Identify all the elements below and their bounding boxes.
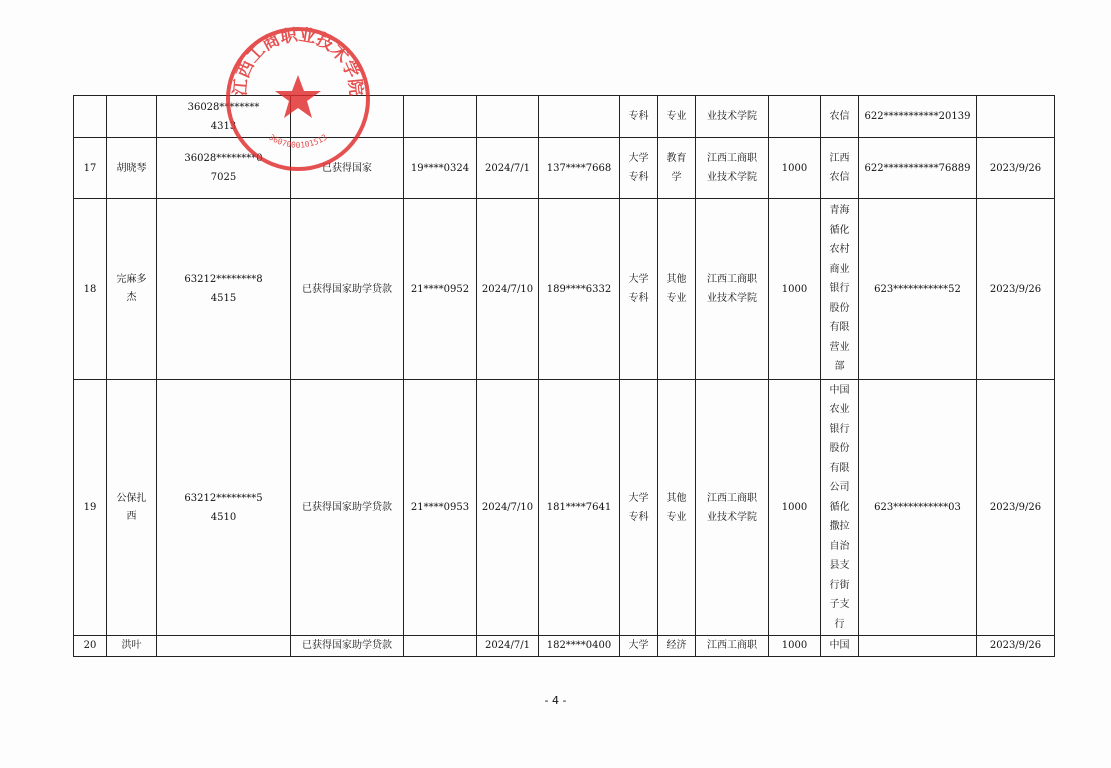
cell-id-number-line: 4515 [210,293,237,304]
cell-id-number-line: 36028********0 [184,153,263,164]
cell-phone: 182****0400 [539,636,620,657]
cell-school-line: 业技术学院 [707,172,757,183]
cell-major [658,138,696,199]
cell-bank-line: 商业 [829,263,850,275]
cell-bank-line: 公司 [829,482,850,494]
cell-major [658,96,696,138]
student-loan-table [73,95,1055,657]
cell-account [859,636,977,657]
cell-major-line: 其他 [666,492,687,504]
cell-bank-line: 中国 [829,384,850,396]
cell-account: 623***********52 [859,199,977,380]
cell-major-line: 学 [671,172,682,183]
table-row [74,380,1055,636]
cell-date: 2024/7/1 [477,636,539,657]
cell-school [696,96,769,138]
cell-id-number-line: 4510 [210,511,237,523]
cell-name: 完麻多杰 [107,199,157,380]
cell-account: 623***********03 [859,380,977,636]
cell-bank-line: 农信 [829,110,850,122]
seal-text: 江西工商职业技术学院 [230,25,366,97]
cell-loan-status: 已获得国家助学贷款 [291,636,404,657]
cell-number: 18 [74,199,107,380]
cell-amount: 1000 [769,138,821,199]
cell-bank-line: 江西 [829,152,850,164]
cell-school-line: 业技术学院 [707,511,757,523]
cell-date: 2024/7/10 [477,380,539,636]
cell-school-line: 业技术学院 [707,293,757,304]
cell-bank-line: 农村 [829,244,850,256]
cell-major-line: 专业 [666,293,687,304]
seal-code: 3607000101513 [267,132,329,150]
cell-education-level-line: 大学 [628,492,649,504]
cell-student-number: 21****0952 [404,199,477,380]
cell-bank [821,96,859,138]
cell-id-number [157,138,291,199]
cell-bank-line: 股份 [829,302,850,314]
cell-education-level [620,636,658,657]
cell-date [477,96,539,138]
cell-number: 20 [74,636,107,657]
cell-amount: 1000 [769,636,821,657]
cell-date: 2024/7/10 [477,199,539,380]
cell-bank-line: 循化 [829,501,850,513]
cell-name: 胡晓琴 [107,138,157,199]
cell-amount [769,96,821,138]
cell-number [74,96,107,138]
cell-school-line: 江西工商职 [707,492,757,504]
cell-id-number [157,636,291,657]
cell-id-number [157,380,291,636]
cell-id-number [157,199,291,380]
cell-major [658,636,696,657]
page-number: - 4 - [544,694,567,707]
cell-bank-line: 青海 [829,205,850,217]
cell-education-level [620,96,658,138]
cell-number: 19 [74,380,107,636]
cell-bank-line: 县支 [829,560,850,572]
cell-bank-line: 行街 [829,579,850,591]
cell-major-line: 其他 [666,274,687,285]
cell-bank-line: 中国 [829,640,850,651]
cell-bank-line: 银行 [829,423,850,435]
cell-education-level-line: 专科 [628,111,649,122]
cell-education-level-line: 大学 [628,274,649,285]
cell-bank-line: 循化 [829,224,850,236]
cell-bank-line: 农业 [829,404,850,416]
cell-school [696,138,769,199]
cell-major-line: 教育 [666,153,687,164]
cell-account: 622***********20139 [859,96,977,138]
cell-date: 2024/7/1 [477,138,539,199]
cell-amount: 1000 [769,199,821,380]
cell-end-date: 2023/9/26 [977,138,1055,199]
cell-bank-line: 有限 [829,462,850,474]
cell-end-date: 2023/9/26 [977,199,1055,380]
cell-id-number-line: 7025 [210,172,237,183]
cell-phone: 181****7641 [539,380,620,636]
cell-name: 公保扎西 [107,380,157,636]
cell-id-number-line: 4313 [210,120,237,132]
cell-bank-line: 子支 [829,599,850,611]
cell-student-number [404,96,477,138]
cell-major-line: 专业 [666,511,687,523]
cell-bank-line: 有限 [829,322,850,334]
cell-bank-line: 股份 [829,443,850,455]
cell-school-line: 江西工商职 [707,153,757,164]
cell-loan-status [291,96,404,138]
cell-phone [539,96,620,138]
cell-education-level-line: 大学 [628,640,649,652]
cell-loan-status: 已获得国家助学贷款 [291,199,404,380]
cell-major-line: 经济 [666,640,687,652]
cell-school-line: 业技术学院 [707,111,757,122]
table-row [74,96,1055,138]
cell-amount: 1000 [769,380,821,636]
cell-name [107,96,157,138]
cell-phone: 137****7668 [539,138,620,199]
table-row [74,199,1055,380]
cell-bank-line: 部 [834,361,845,373]
cell-education-level [620,199,658,380]
cell-bank-line: 农信 [829,172,850,183]
cell-education-level-line: 专科 [628,293,649,304]
cell-loan-status: 已获得国家 [291,138,404,199]
cell-bank-line: 营业 [829,341,850,353]
cell-bank [821,636,859,657]
cell-school [696,199,769,380]
cell-school-line: 江西工商职 [707,640,757,652]
cell-id-number-line: 36028******** [187,101,260,113]
cell-id-number-line: 63212********8 [184,274,263,285]
cell-education-level-line: 专科 [628,172,649,183]
cell-bank [821,380,859,636]
cell-bank-line: 自治 [829,540,850,552]
cell-major [658,199,696,380]
cell-end-date: 2023/9/26 [977,636,1055,657]
cell-student-number [404,636,477,657]
cell-education-level-line: 专科 [628,511,649,523]
svg-text:江西工商职业技术学院 [230,25,366,97]
cell-education-level [620,380,658,636]
cell-account: 622***********76889 [859,138,977,199]
cell-loan-status: 已获得国家助学贷款 [291,380,404,636]
cell-number: 17 [74,138,107,199]
cell-id-number [157,96,291,138]
cell-end-date [977,96,1055,138]
table-row [74,138,1055,199]
cell-school [696,380,769,636]
cell-student-number: 21****0953 [404,380,477,636]
cell-phone: 189****6332 [539,199,620,380]
cell-name: 洪叶 [107,636,157,657]
cell-id-number-line: 63212********5 [184,492,263,504]
cell-major [658,380,696,636]
cell-end-date: 2023/9/26 [977,380,1055,636]
cell-bank [821,199,859,380]
cell-school [696,636,769,657]
cell-student-number: 19****0324 [404,138,477,199]
cell-bank-line: 撒拉 [829,521,850,533]
cell-major-line: 专业 [666,111,687,122]
cell-bank-line: 行 [834,618,845,630]
cell-bank-line: 银行 [829,283,850,295]
cell-education-level [620,138,658,199]
table-row [74,636,1055,657]
cell-education-level-line: 大学 [628,153,649,164]
cell-school-line: 江西工商职 [707,274,757,285]
cell-bank [821,138,859,199]
